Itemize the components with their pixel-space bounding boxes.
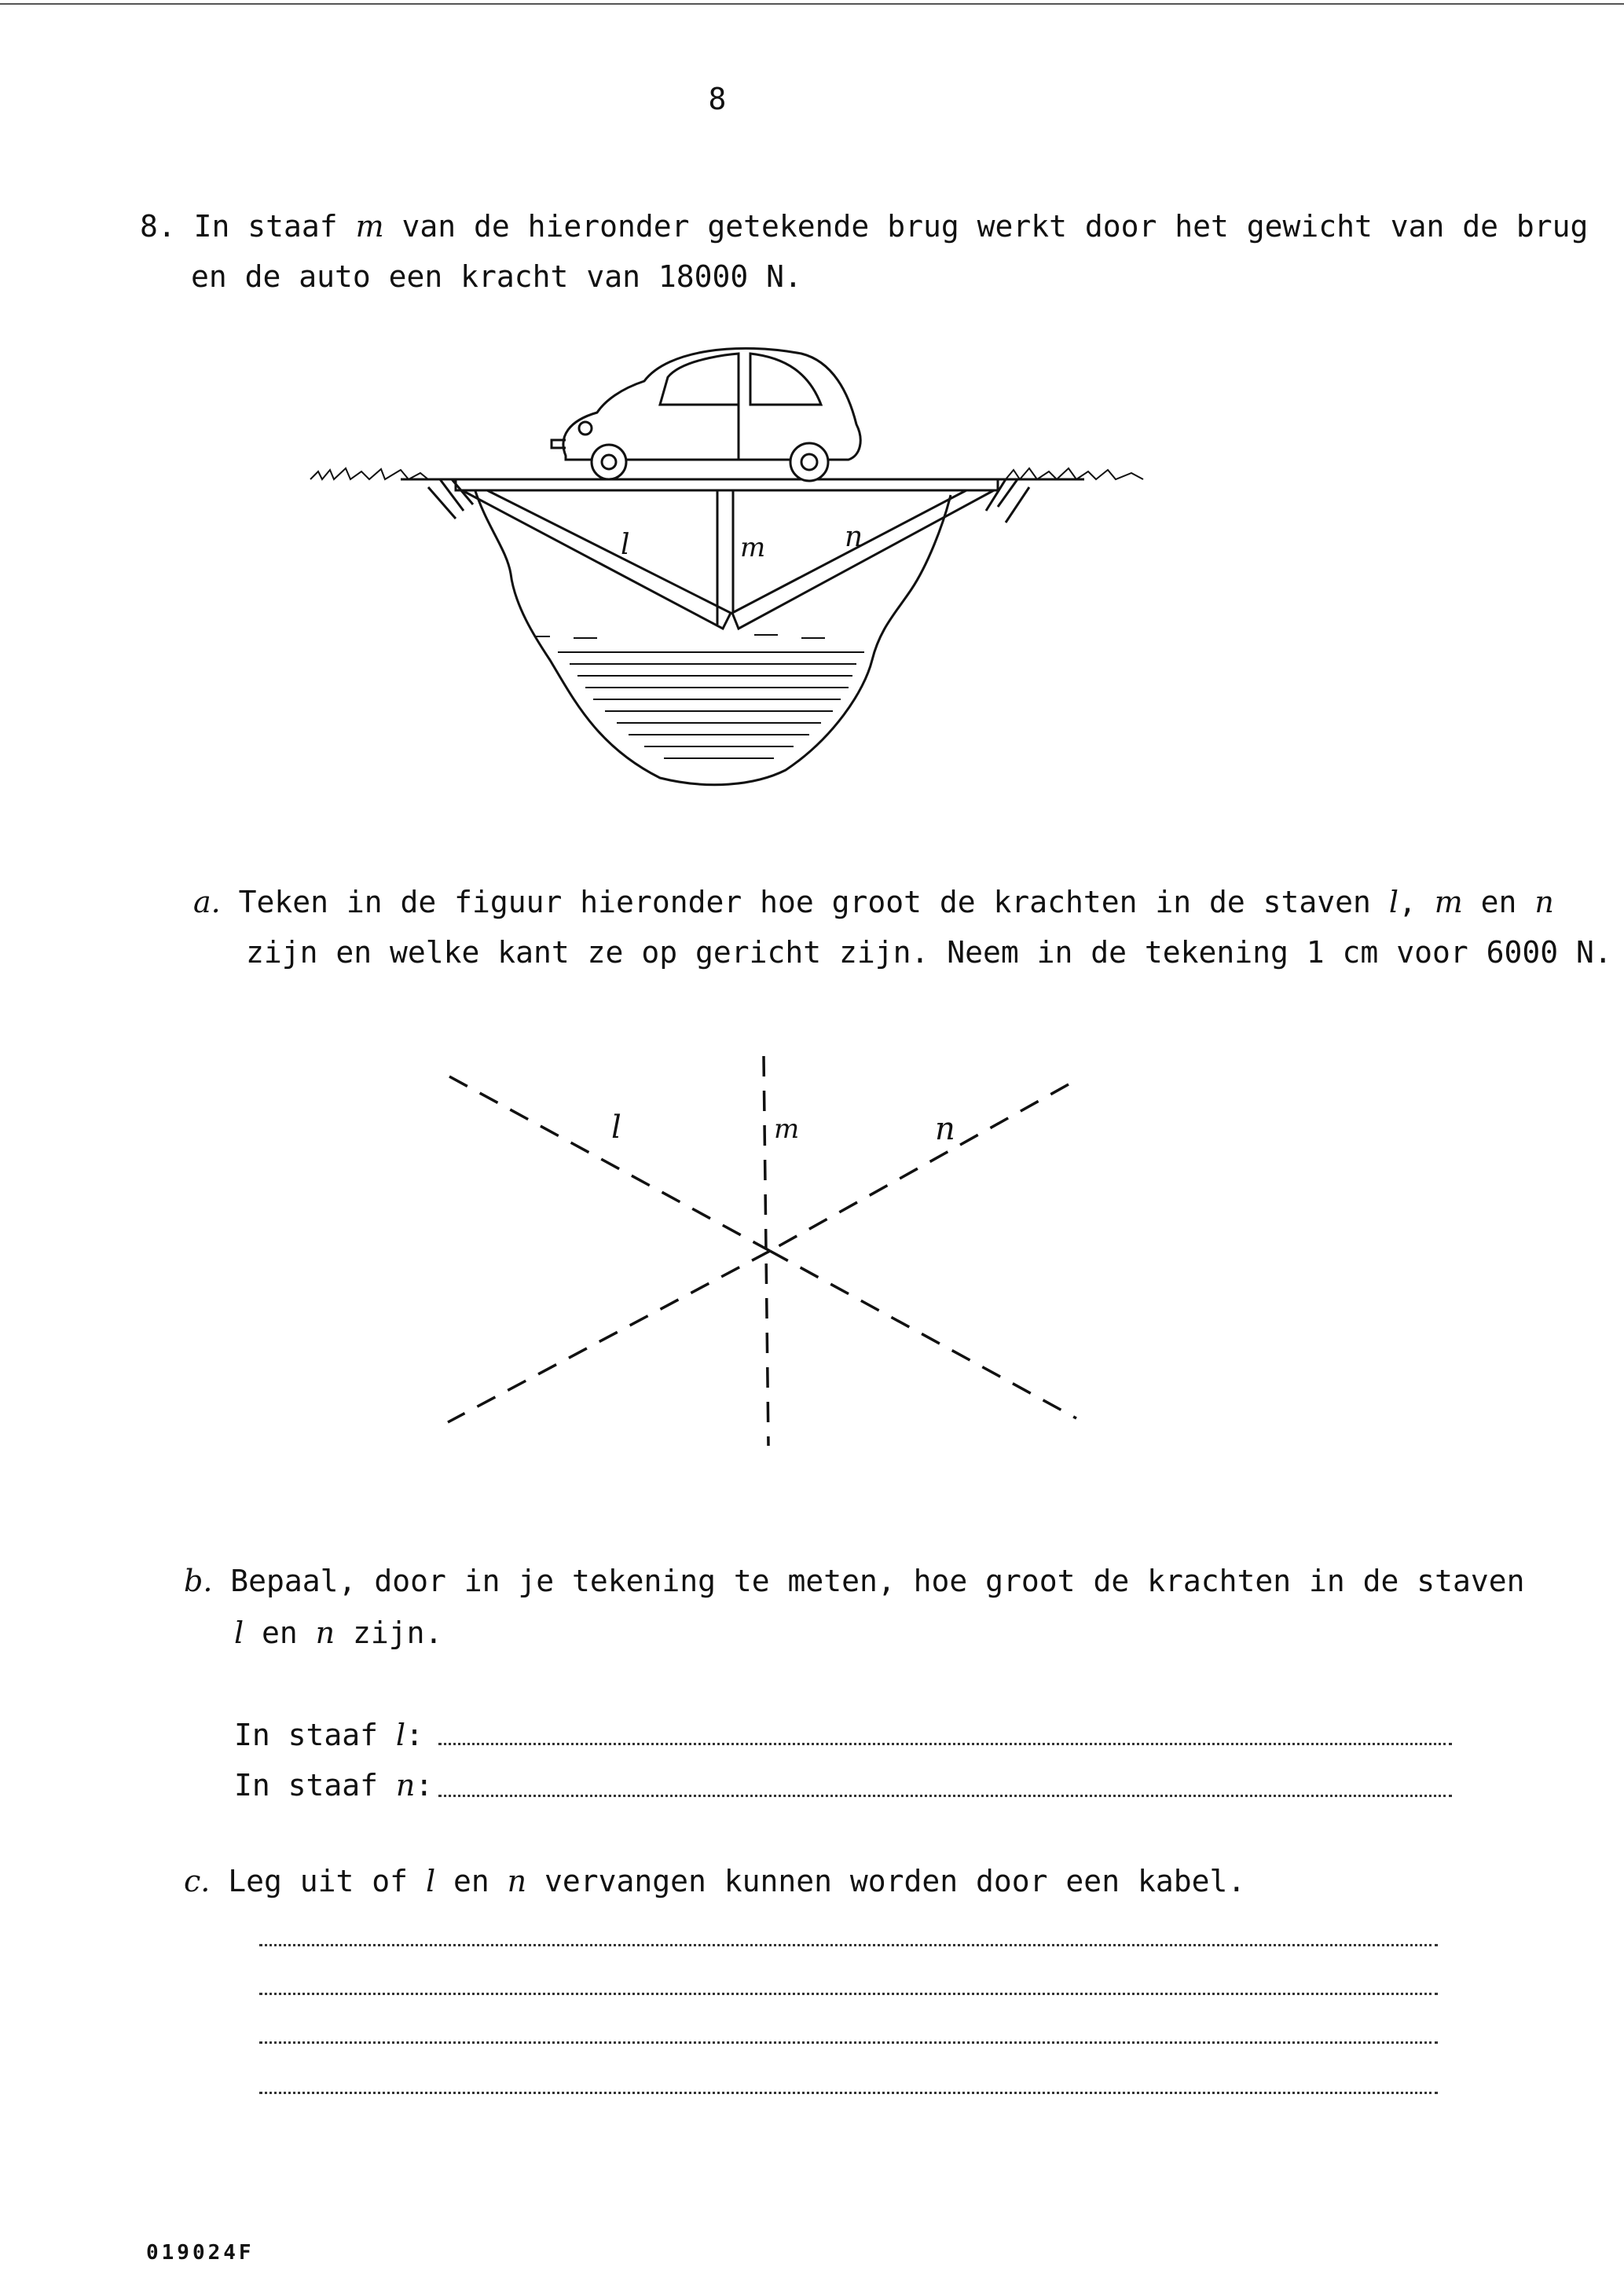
explanation-line-3[interactable] — [259, 2041, 1438, 2044]
footer-code: 019024F — [146, 2241, 255, 2265]
part-b-text: en — [244, 1616, 316, 1650]
var-l: l — [1388, 885, 1399, 919]
part-c-letter: c. — [184, 1864, 211, 1898]
part-b-line-1 — [184, 1556, 1525, 1606]
part-c-text: en — [435, 1864, 508, 1898]
part-b-text: Bepaal, door in je tekening te meten, hoe groot de krachten in de staven — [230, 1564, 1525, 1598]
var-m: m — [1434, 885, 1463, 919]
bridge-label-l: l — [621, 529, 630, 561]
question-text: In staaf — [193, 209, 356, 244]
question-line-1 — [140, 201, 1588, 251]
colon: : — [415, 1768, 434, 1803]
question-line-2: en de auto een kracht van 18000 N. — [191, 259, 802, 294]
part-a-text: Teken in de figuur hieronder hoe groot de krachten in de staven — [238, 885, 1389, 919]
line-l-extension — [448, 1251, 770, 1422]
part-c-text: Leg uit of — [228, 1864, 426, 1898]
part-b-line-2 — [234, 1608, 442, 1658]
var-n: n — [1534, 885, 1554, 919]
part-a-text: en — [1462, 885, 1535, 919]
line-l — [449, 1076, 770, 1251]
var-l: l — [395, 1718, 406, 1752]
part-c-text: vervangen kunnen worden door een kabel. — [526, 1864, 1246, 1898]
force-label-m: m — [774, 1113, 800, 1145]
var-n: n — [315, 1616, 335, 1650]
part-b-text: zijn. — [335, 1616, 443, 1650]
part-a-line-1 — [193, 877, 1554, 927]
explanation-line-1[interactable] — [259, 1944, 1438, 1946]
answer-l-field[interactable] — [438, 1743, 1452, 1745]
var-l: l — [425, 1864, 436, 1898]
line-n — [770, 1084, 1069, 1251]
answer-label-text: In staaf — [234, 1718, 396, 1752]
question-text: van de hieronder getekende brug werkt door het gewicht van de brug — [383, 209, 1589, 244]
bridge-illustration — [299, 330, 1163, 817]
var-n: n — [507, 1864, 527, 1898]
bridge-label-m: m — [740, 532, 766, 563]
page-number: 8 — [708, 82, 727, 116]
part-a-letter: a. — [193, 885, 221, 919]
var-n: n — [395, 1768, 416, 1803]
colon: : — [405, 1718, 423, 1752]
answer-n-field[interactable] — [438, 1795, 1452, 1797]
force-diagram — [440, 1045, 1147, 1485]
bridge-label-n: n — [845, 521, 863, 553]
line-n-extension — [770, 1251, 1076, 1418]
var-m: m — [355, 209, 384, 244]
part-a-line-2: zijn en welke kant ze op gericht zijn. Neem in de tekening 1 cm voor 6000 N. — [246, 935, 1612, 970]
explanation-line-2[interactable] — [259, 1993, 1438, 1995]
part-a-text: , — [1398, 885, 1417, 919]
var-l: l — [234, 1616, 244, 1650]
answer-n-label — [234, 1760, 433, 1810]
answer-label-text: In staaf — [234, 1768, 396, 1803]
explanation-line-4[interactable] — [259, 2092, 1438, 2094]
top-border — [0, 3, 1624, 5]
force-label-l: l — [611, 1109, 621, 1146]
question-number: 8. — [140, 209, 176, 244]
answer-l-label — [234, 1710, 423, 1760]
part-c-line — [184, 1856, 1245, 1906]
part-b-letter: b. — [184, 1564, 213, 1598]
force-label-n: n — [935, 1111, 955, 1147]
